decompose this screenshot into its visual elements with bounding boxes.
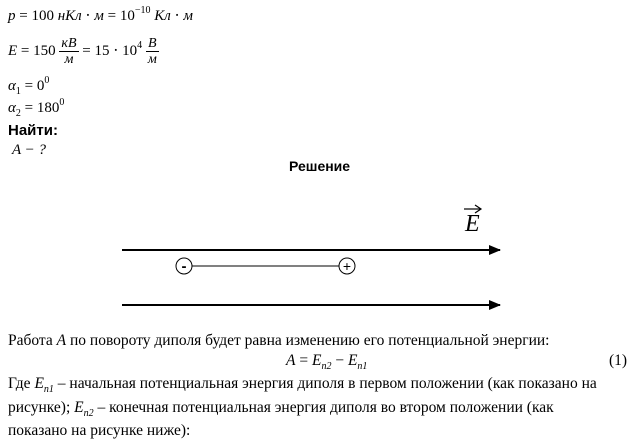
eq-150: = 150 <box>20 42 56 59</box>
formula-eq: = <box>299 352 309 369</box>
unit-nCm: нКл ⋅ м <box>57 8 104 24</box>
eq-180: = 180 <box>24 100 60 116</box>
var-A: A <box>56 332 67 349</box>
find-expr: A − ? <box>12 142 47 158</box>
paragraph-3 <box>8 398 554 420</box>
sub-1: 1 <box>15 86 21 97</box>
given-p-line <box>8 6 193 25</box>
var-alpha: α <box>8 78 16 94</box>
exp-4: 4 <box>137 39 143 51</box>
eq-100: = 100 <box>19 8 54 24</box>
var-alpha: α <box>8 100 16 116</box>
formula-E: E <box>311 352 322 369</box>
sup-deg: 0 <box>59 97 65 108</box>
formula-sub: п2 <box>321 361 332 372</box>
var-E: E <box>74 399 84 416</box>
var-E: E <box>34 375 44 392</box>
fraction-kV-m <box>59 36 78 67</box>
paragraph-2 <box>8 374 597 396</box>
field-label-E: E <box>465 211 480 237</box>
frac-num-kV: кВ <box>61 36 77 51</box>
formula-1 <box>286 351 367 373</box>
formula-sub: п1 <box>357 361 368 372</box>
text: рисунке); <box>8 399 71 416</box>
eq-0: = 0 <box>24 78 45 94</box>
negative-sign: - <box>181 258 187 275</box>
solution-heading: Решение <box>289 158 351 174</box>
sub-2: 2 <box>15 108 21 119</box>
text: Где <box>8 375 31 392</box>
formula-number: (1) <box>609 352 628 369</box>
eq-10: = 10 <box>107 8 135 24</box>
frac-num-V: В <box>146 36 159 52</box>
formula-E: E <box>347 352 358 369</box>
positive-sign: + <box>342 258 352 274</box>
sub: п2 <box>83 408 94 419</box>
formula-A: A <box>286 352 296 369</box>
frac-den-m2: м <box>147 52 157 67</box>
frac-den-m: м <box>64 52 74 67</box>
given-alpha2 <box>8 97 65 119</box>
formula-minus: − <box>335 352 345 369</box>
given-alpha1 <box>8 75 50 97</box>
paragraph-4: показано на рисунке ниже): <box>8 422 191 439</box>
unit-Cm: Кл ⋅ м <box>154 8 193 24</box>
sup-deg: 0 <box>44 75 50 86</box>
dipole-diagram <box>0 195 643 315</box>
text: по повороту диполя будет равна изменению его потенциальной энергии: <box>70 332 550 349</box>
text: – начальная потенциальная энергия диполя в первом положении (как показано на <box>57 375 597 392</box>
eq-15x10: = 15 ⋅ 10 <box>82 42 138 59</box>
given-E-line <box>8 36 159 67</box>
text: Работа <box>8 332 53 349</box>
var-E: E <box>8 42 18 59</box>
sub: п1 <box>43 384 54 395</box>
text: – конечная потенциальная энергия диполя во втором положении (как <box>97 399 554 416</box>
exp-minus10: −10 <box>134 5 151 16</box>
fraction-V-m <box>146 36 159 67</box>
paragraph-1 <box>8 331 550 351</box>
var-p: p <box>8 8 16 24</box>
find-label: Найти: <box>8 122 58 139</box>
